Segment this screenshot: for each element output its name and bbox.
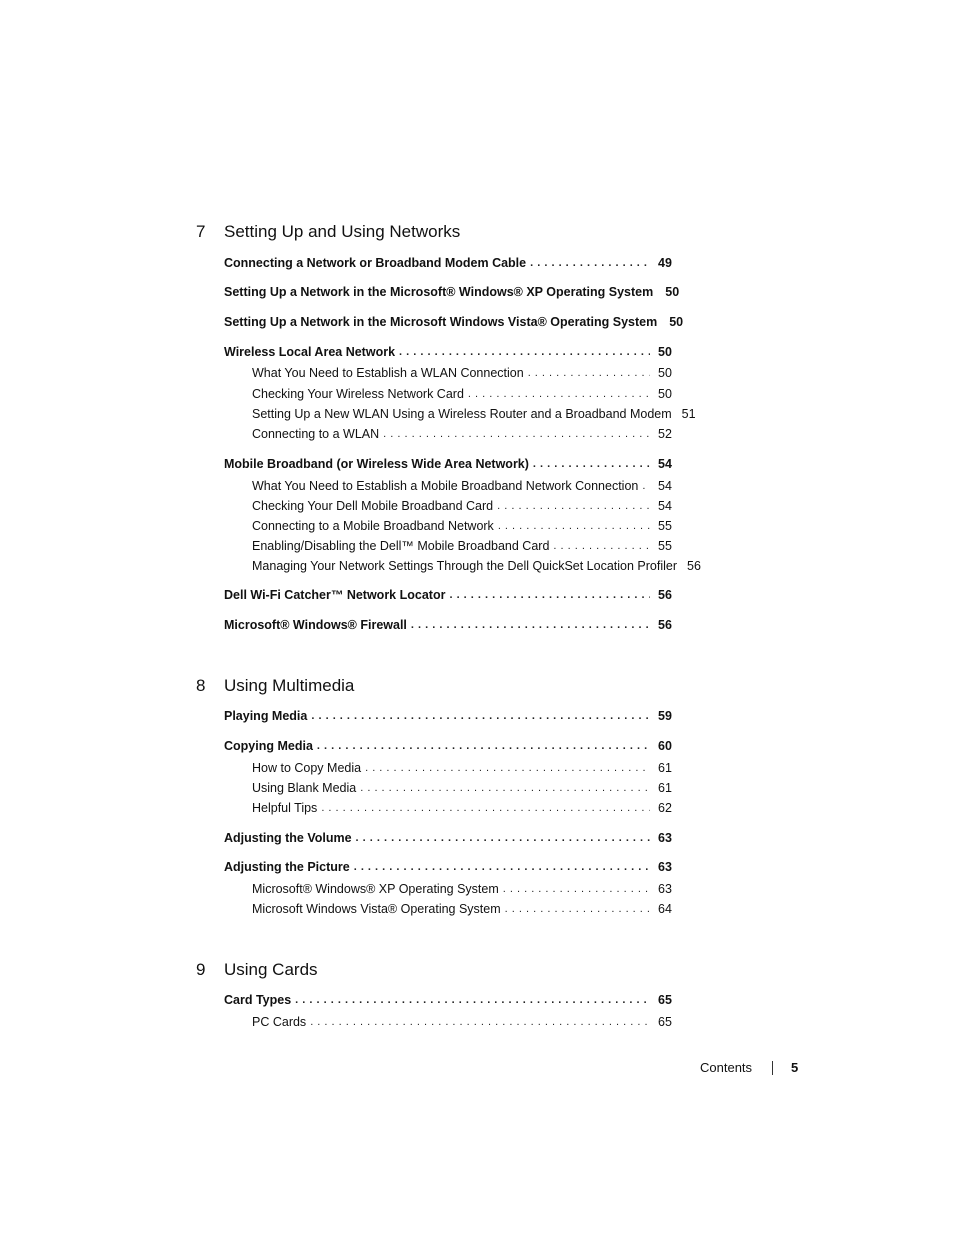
- footer-section-label: Contents: [700, 1060, 753, 1075]
- dot-leader: [365, 758, 650, 778]
- page-footer: [700, 1060, 820, 1075]
- toc-entry[interactable]: [224, 454, 686, 474]
- toc-entry-title: Dell Wi-Fi Catcher™ Network Locator: [224, 585, 449, 605]
- toc-entry-page: 54: [658, 457, 672, 471]
- toc-entry-page: 56: [687, 559, 701, 573]
- toc-entry-title: PC Cards: [252, 1012, 310, 1032]
- toc-entry-page: 50: [669, 315, 684, 329]
- dot-leader: [468, 384, 650, 404]
- toc-entry-page: 56: [658, 618, 672, 632]
- chapter-9: [196, 956, 756, 1032]
- toc-entry-page: 56: [658, 588, 672, 602]
- toc-entry[interactable]: [224, 706, 686, 726]
- chapter-7: [196, 218, 756, 635]
- chapter-title[interactable]: Setting Up and Using Networks: [224, 222, 461, 241]
- chapter-8: [196, 672, 756, 919]
- dot-leader: [383, 424, 650, 444]
- toc-entries: [196, 253, 756, 635]
- dot-leader: [642, 476, 650, 496]
- chapter-number: 7: [196, 222, 206, 241]
- dot-leader: [411, 615, 650, 635]
- toc-entry-page: 64: [658, 902, 672, 916]
- dot-leader: [399, 342, 650, 362]
- toc-entry-page: 52: [658, 427, 672, 441]
- toc-entry-title: Setting Up a New WLAN Using a Wireless Router and a Broadband Modem: [252, 404, 676, 424]
- chapter-heading: [196, 218, 756, 242]
- dot-leader: [360, 778, 650, 798]
- toc-entry-title: Copying Media: [224, 736, 317, 756]
- toc-entry-title: Microsoft® Windows® Firewall: [224, 615, 411, 635]
- dot-leader: [497, 496, 650, 516]
- toc-entry-page: 63: [658, 882, 672, 896]
- toc-entry[interactable]: [224, 615, 686, 635]
- toc-entry-title: Connecting a Network or Broadband Modem Cable: [224, 253, 530, 273]
- toc-entry[interactable]: [252, 476, 686, 496]
- footer-divider: [772, 1061, 773, 1075]
- toc-entry-title: Helpful Tips: [252, 798, 321, 818]
- toc-entry[interactable]: [252, 516, 686, 536]
- toc-entry[interactable]: [224, 828, 686, 848]
- toc-entry-title: What You Need to Establish a Mobile Broadband Network Connection: [252, 476, 642, 496]
- toc-entry-title: What You Need to Establish a WLAN Connection: [252, 363, 528, 383]
- toc-entry-page: 63: [658, 860, 672, 874]
- toc-entry[interactable]: [252, 778, 686, 798]
- toc-entry[interactable]: [224, 312, 686, 332]
- chapter-number: 8: [196, 676, 206, 695]
- dot-leader: [356, 828, 650, 848]
- toc-entry-page: 54: [658, 499, 672, 513]
- toc-entry-title: Microsoft® Windows® XP Operating System: [252, 879, 503, 899]
- toc-entry-page: 51: [681, 407, 696, 421]
- toc-entry-page: 65: [658, 993, 672, 1007]
- dot-leader: [321, 798, 650, 818]
- toc-entry-title: Wireless Local Area Network: [224, 342, 399, 362]
- toc-entry[interactable]: [224, 253, 686, 273]
- toc-entry[interactable]: [252, 879, 686, 899]
- dot-leader: [310, 1012, 650, 1032]
- toc-entry-title: Connecting to a Mobile Broadband Network: [252, 516, 498, 536]
- toc-entry[interactable]: [224, 736, 686, 756]
- dot-leader: [354, 857, 650, 877]
- toc-entry[interactable]: [224, 342, 686, 362]
- toc-entry-page: 50: [658, 345, 672, 359]
- toc-entry-page: 55: [658, 539, 672, 553]
- toc-entry-page: 63: [658, 831, 672, 845]
- toc-entry[interactable]: [224, 990, 686, 1010]
- dot-leader: [449, 585, 650, 605]
- dot-leader: [295, 990, 650, 1010]
- dot-leader: [528, 363, 650, 383]
- toc-entry-page: 62: [658, 801, 672, 815]
- dot-leader: [533, 454, 650, 474]
- toc-entry[interactable]: [252, 1012, 686, 1032]
- toc-entry[interactable]: [252, 496, 686, 516]
- toc-entry[interactable]: [252, 384, 686, 404]
- toc-entry-page: 61: [658, 761, 672, 775]
- toc-entry-page: 60: [658, 739, 672, 753]
- toc-entries: [196, 990, 756, 1032]
- toc-entry-title: Mobile Broadband (or Wireless Wide Area Network): [224, 454, 533, 474]
- toc-entry[interactable]: [224, 585, 686, 605]
- dot-leader: [505, 899, 650, 919]
- dot-leader: [530, 253, 650, 273]
- toc-entry-title: Using Blank Media: [252, 778, 360, 798]
- toc-entry-title: Adjusting the Volume: [224, 828, 356, 848]
- toc-entry-page: 65: [658, 1015, 672, 1029]
- toc-entry-title: How to Copy Media: [252, 758, 365, 778]
- toc-entry-page: 61: [658, 781, 672, 795]
- chapter-title[interactable]: Using Cards: [224, 960, 318, 979]
- dot-leader: [317, 736, 650, 756]
- toc-entry-title: Adjusting the Picture: [224, 857, 354, 877]
- toc-entry-title: Playing Media: [224, 706, 311, 726]
- dot-leader: [311, 706, 650, 726]
- toc-entry-title: Microsoft Windows Vista® Operating System: [252, 899, 505, 919]
- toc-entry[interactable]: [252, 404, 696, 424]
- toc-entry-page: 49: [658, 256, 672, 270]
- footer-page-number: 5: [791, 1060, 799, 1075]
- toc-entry[interactable]: [252, 363, 686, 383]
- toc-entry-title: Checking Your Wireless Network Card: [252, 384, 468, 404]
- chapter-heading: [196, 956, 756, 980]
- toc-entries: [196, 706, 756, 919]
- toc-entry[interactable]: [252, 536, 686, 556]
- toc-entry-title: Setting Up a Network in the Microsoft® Windows® XP Operating System: [224, 282, 657, 302]
- toc-entry-title: Checking Your Dell Mobile Broadband Card: [252, 496, 497, 516]
- toc-entry-page: 50: [658, 366, 672, 380]
- toc-entry-page: 55: [658, 519, 672, 533]
- toc-entry[interactable]: [224, 282, 686, 302]
- toc-entry[interactable]: [252, 424, 686, 444]
- chapter-title[interactable]: Using Multimedia: [224, 676, 355, 695]
- toc-entry[interactable]: [252, 556, 701, 576]
- dot-leader: [498, 516, 650, 536]
- toc-entry-title: Card Types: [224, 990, 295, 1010]
- dot-leader: [553, 536, 650, 556]
- toc-entry-page: 50: [658, 387, 672, 401]
- toc-entry[interactable]: [252, 758, 686, 778]
- toc-entry[interactable]: [252, 798, 686, 818]
- toc-entry-title: Managing Your Network Settings Through the Dell QuickSet Location Profiler: [252, 556, 681, 576]
- toc-entry-title: Connecting to a WLAN: [252, 424, 383, 444]
- toc-entry-page: 50: [665, 285, 680, 299]
- toc-entry[interactable]: [252, 899, 686, 919]
- toc-entry-page: 54: [658, 479, 672, 493]
- toc-entry[interactable]: [224, 857, 686, 877]
- chapter-number: 9: [196, 960, 206, 979]
- dot-leader: [503, 879, 650, 899]
- toc-entry-title: Enabling/Disabling the Dell™ Mobile Broadband Card: [252, 536, 553, 556]
- chapter-heading: [196, 672, 756, 696]
- toc-entry-page: 59: [658, 709, 672, 723]
- toc-entry-title: Setting Up a Network in the Microsoft Windows Vista® Operating System: [224, 312, 661, 332]
